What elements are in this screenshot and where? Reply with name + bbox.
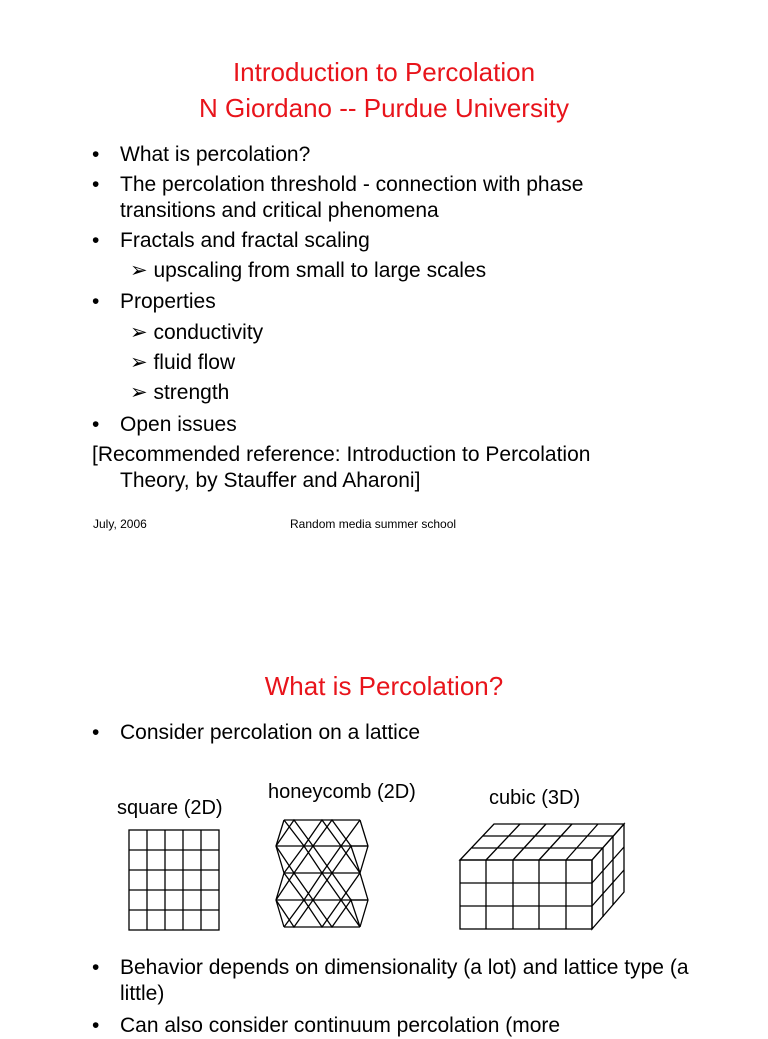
- slide2-bullet: [92, 955, 692, 1007]
- bullet-text: Properties: [120, 290, 216, 313]
- slide1-footer-date: July, 2006: [93, 517, 147, 531]
- slide1-bullet: [92, 289, 732, 315]
- slide1-bullet: [92, 412, 732, 438]
- slide2-title: What is Percolation?: [264, 671, 504, 701]
- arrow-icon: ➢: [130, 321, 148, 344]
- slide1-title-line2: N Giordano -- Purdue University: [199, 93, 569, 123]
- bullet-dot: •: [92, 956, 100, 979]
- bullet-text: Consider percolation on a lattice: [120, 721, 421, 744]
- slide1-title-line1: Introduction to Percolation: [232, 57, 536, 87]
- slide1-bullet: [92, 172, 652, 224]
- sub-bullet-text: conductivity: [153, 321, 264, 344]
- slide1-footer-event: Random media summer school: [290, 517, 457, 531]
- bullet-dot: •: [92, 1014, 100, 1037]
- bullet-text: Can also consider continuum percolation (more: [120, 1014, 561, 1037]
- bullet-dot: •: [92, 229, 100, 252]
- slide2-bullet: [92, 1013, 732, 1039]
- reference-line1: [Recommended reference: Introduction to Percolation: [92, 443, 591, 466]
- bullet-dot: •: [92, 721, 100, 744]
- slide1-sub-bullet: [130, 258, 486, 284]
- square-lattice-figure: [128, 829, 220, 931]
- bullet-dot: •: [92, 143, 100, 166]
- bullet-text: Open issues: [120, 413, 237, 436]
- bullet-dot: •: [92, 290, 100, 313]
- lattice-label-square: square (2D): [117, 797, 223, 819]
- sub-bullet-text: upscaling from small to large scales: [153, 259, 487, 282]
- bullet-text: Fractals and fractal scaling: [120, 229, 370, 252]
- slide1-reference: [92, 442, 712, 494]
- bullet-dot: •: [92, 413, 100, 436]
- bullet-text: The percolation threshold - connection with phase transitions and critical phenomena: [120, 173, 584, 222]
- sub-bullet-text: fluid flow: [153, 351, 236, 374]
- bullet-text: Behavior depends on dimensionality (a lot) and lattice type (a little): [120, 956, 689, 1005]
- arrow-icon: ➢: [130, 259, 148, 282]
- sub-bullet-text: strength: [153, 381, 230, 404]
- slide1-sub-bullet: [130, 380, 229, 406]
- cubic-lattice-figure: [458, 822, 628, 932]
- slide2-bullet: [92, 720, 732, 746]
- slide1-sub-bullet: [130, 350, 235, 376]
- reference-line2: Theory, by Stauffer and Aharoni]: [120, 469, 421, 492]
- honeycomb-lattice-figure: [274, 818, 374, 930]
- arrow-icon: ➢: [130, 381, 148, 404]
- arrow-icon: ➢: [130, 351, 148, 374]
- lattice-label-cubic: cubic (3D): [489, 787, 581, 809]
- lattice-label-honeycomb: honeycomb (2D): [268, 781, 416, 803]
- slide1-bullet: [92, 228, 732, 254]
- slide1-bullet: [92, 142, 732, 168]
- bullet-dot: •: [92, 173, 100, 196]
- bullet-text: What is percolation?: [120, 143, 311, 166]
- slide1-sub-bullet: [130, 320, 263, 346]
